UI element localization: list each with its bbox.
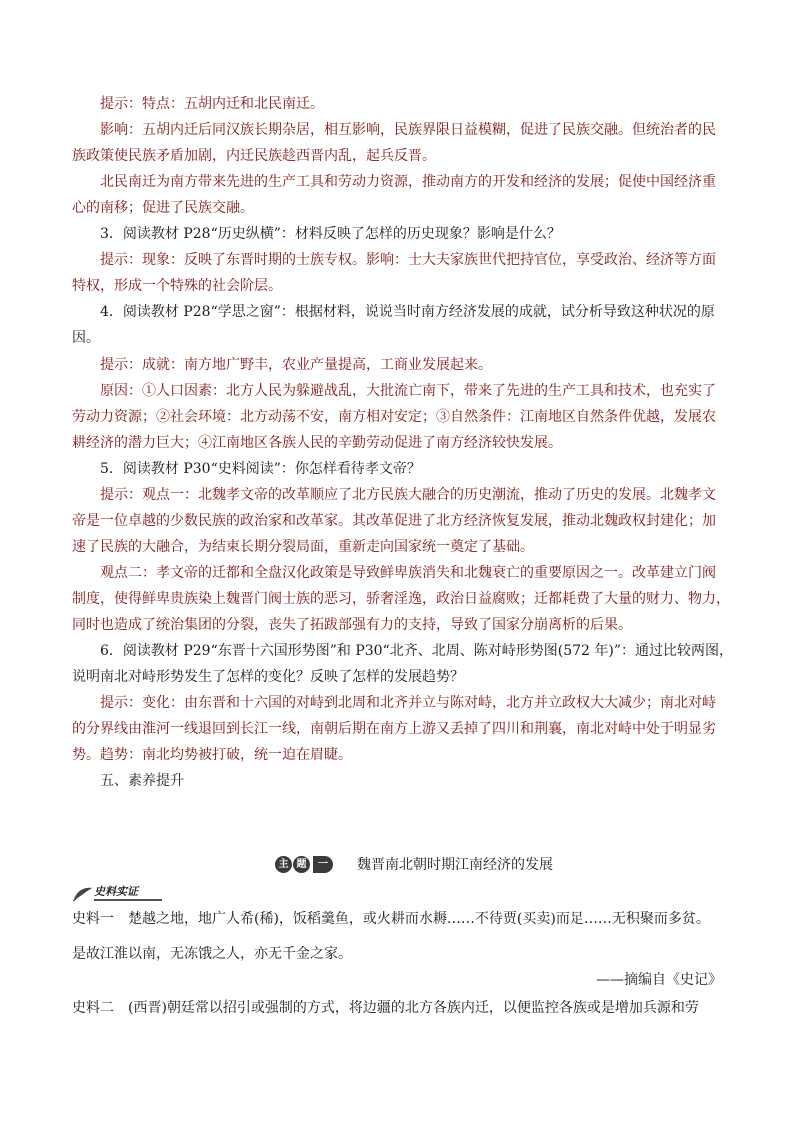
text-line: 影响：五胡内迁后同汉族长期杂居，相互影响，民族界限日益模糊，促进了民族交融。但统治者的民 bbox=[100, 122, 716, 139]
text-line: 说明南北对峙形势发生了怎样的变化？反映了怎样的发展趋势？ bbox=[72, 669, 464, 686]
text-line: 耕经济的潜力巨大；④江南地区各族人民的辛勤劳动促进了南方经济较快发展。 bbox=[72, 434, 562, 451]
text-line: 制度，使得鲜卑贵族染上魏晋门阀士族的恶习，骄奢淫逸，政治日益腐败；迁都耗费了大量的财力、物力， bbox=[72, 590, 730, 607]
text-line: 势。趋势：南北均势被打破，统一迫在眉睫。 bbox=[72, 747, 352, 764]
text-line: 3．阅读教材 P28“历史纵横”：材料反映了怎样的历史现象？影响是什么？ bbox=[100, 226, 561, 243]
text-line: 因。 bbox=[72, 330, 100, 347]
text-line: 提示：现象：反映了东晋时期的士族专权。影响：士大夫家族世代把持官位，享受政治、经济等方面 bbox=[100, 252, 716, 269]
material-line: 史料一 楚越之地，地广人希(稀)，饭稻羹鱼，或火耕而水耨……不待贾(买卖)而足……无积聚而多贫。 bbox=[72, 911, 710, 927]
material-line: 是故江淮以南，无冻饿之人，亦无千金之家。 bbox=[72, 946, 352, 962]
text-line: 劳动力资源；②社会环境：北方动荡不安，南方相对安定；③自然条件：江南地区自然条件优越，发展农 bbox=[72, 408, 716, 425]
topic-badge-number: 一 bbox=[313, 856, 333, 873]
text-line: 观点二：孝文帝的迁都和全盘汉化政策是导致鲜卑族消失和北魏衰亡的重要原因之一。改革建立门阀 bbox=[100, 564, 716, 581]
text-line: 6．阅读教材 P29“东晋十六国形势图”和 P30“北齐、北周、陈对峙形势图(572 年)”：通过比较两图， bbox=[100, 643, 733, 660]
topic-title: 魏晋南北朝时期江南经济的发展 bbox=[357, 857, 553, 873]
section-label bbox=[72, 884, 162, 902]
text-line: 帝是一位卓越的少数民族的政治家和改革家。其改革促进了北方经济恢复发展，推动北魏政权封建化；加 bbox=[72, 512, 716, 529]
text-line: 提示：变化：由东晋和十六国的对峙到北周和北齐并立与陈对峙，北方并立政权大大减少；南北对峙 bbox=[100, 695, 716, 712]
text-line: 的分界线由淮河一线退回到长江一线，南朝后期在南方上游又丢掉了四川和荆襄，南北对峙中处于明显劣 bbox=[72, 721, 716, 738]
text-line: 北民南迁为南方带来先进的生产工具和劳动力资源，推动南方的开发和经济的发展；促使中国经济重 bbox=[100, 174, 716, 191]
section-label-text: 史料实证 bbox=[94, 885, 162, 901]
text-line: 心的南移；促进了民族交融。 bbox=[72, 200, 254, 217]
topic-badge-char-1: 主 bbox=[275, 856, 292, 873]
text-line: 速了民族的大融合，为结束长期分裂局面，重新走向国家统一奠定了基础。 bbox=[72, 538, 534, 555]
source-citation: ——摘编自《史记》 bbox=[596, 972, 722, 988]
text-line: 原因：①人口因素：北方人民为躲避战乱，大批流亡南下，带来了先进的生产工具和技术，也充实了 bbox=[100, 382, 716, 399]
text-line: 五、素养提升 bbox=[100, 773, 184, 790]
text-line: 4．阅读教材 P28“学思之窗”：根据材料，说说当时南方经济发展的成就，试分析导致这种状况的原 bbox=[100, 304, 715, 321]
material-two-line: 史料二 (西晋)朝廷常以招引或强制的方式，将边疆的北方各族内迁，以便监控各族或是增加兵源和劳 bbox=[72, 1000, 699, 1016]
text-line: 族政策使民族矛盾加剧，内迁民族趁西晋内乱，起兵反晋。 bbox=[72, 148, 436, 165]
text-line: 提示：特点：五胡内迁和北民南迁。 bbox=[100, 96, 324, 112]
text-line: 同时也造成了统治集团的分裂，丧失了拓跋部强有力的支持，导致了国家分崩离析的后果。 bbox=[72, 617, 632, 633]
quill-icon bbox=[72, 886, 94, 900]
text-line: 提示：成就：南方地广野丰，农业产量提高，工商业发展起来。 bbox=[100, 356, 492, 373]
text-line: 特权，形成一个特殊的社会阶层。 bbox=[72, 278, 282, 295]
topic-heading bbox=[275, 851, 553, 877]
topic-badge-char-2: 题 bbox=[293, 856, 310, 873]
topic-badge bbox=[275, 855, 333, 873]
text-line: 5．阅读教材 P30“史料阅读”：你怎样看待孝文帝？ bbox=[100, 460, 421, 477]
text-line: 提示：观点一：北魏孝文帝的改革顺应了北方民族大融合的历史潮流，推动了历史的发展。北魏孝文 bbox=[100, 486, 716, 503]
